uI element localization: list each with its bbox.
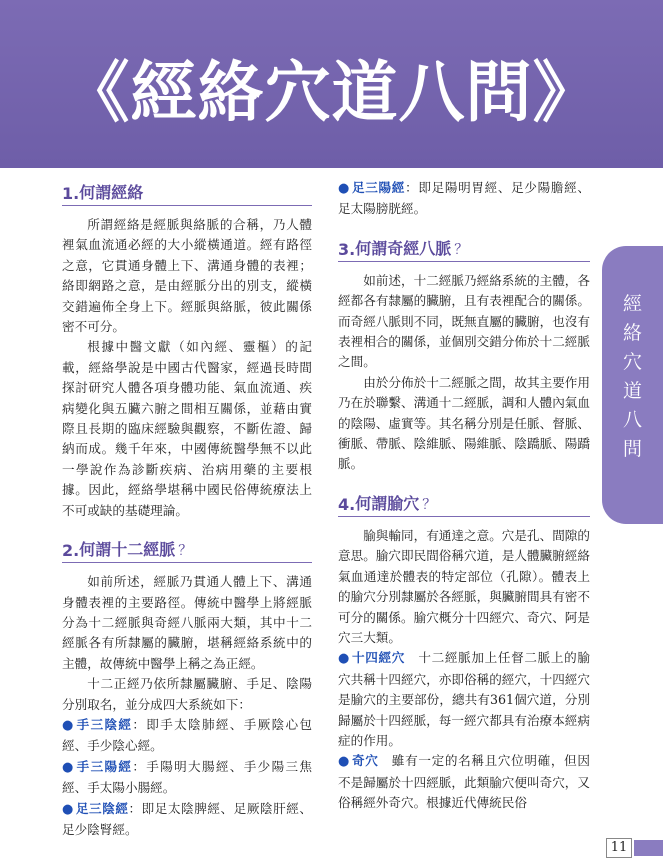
bullet-dot-icon: ● (62, 801, 74, 817)
paragraph: 腧與輸同，有通達之意。穴是孔、間隙的意思。腧穴即民間俗稱穴道，是人體臟腑經絡氣血通達於體表的特定部位（孔隙）。體表上的腧穴分別隸屬於各經脈，與臟腑間具有密不可分的關係。腧穴概分十四經穴、奇穴、阿是穴三大類。 (338, 527, 590, 645)
bullet-item (338, 178, 590, 220)
side-tab-chars (602, 290, 663, 464)
section-number: 4. (338, 494, 356, 514)
bullet-item (338, 648, 590, 751)
paragraph: 根據中醫文獻（如內經、靈樞）的記載，經絡學說是中國古代醫家，經過長時間探討研究人體各項身體功能、氣血流通、疾病變化與五臟六腑之間相互關係，並藉由實際且長期的臨床經驗與觀察，不斷佐證、歸納而成。幾千年來，中國傳統醫學無不以此一學說作為診斷疾病、治病用藥的主要根據。因此，經絡學堪稱中國民俗傳統療法上不可或缺的基礎理論。 (62, 339, 312, 518)
section-heading-3 (338, 236, 590, 262)
section-title: 何謂奇經八脈 (355, 238, 452, 258)
right-column (338, 178, 590, 814)
page-number: 11 (606, 838, 632, 858)
bullet-label: 手三陽經 (76, 758, 133, 774)
page-title: 《經絡穴道八問》 (63, 53, 600, 131)
bullet-item (338, 751, 590, 813)
side-tab-char: 絡 (622, 322, 642, 344)
section-heading-4 (338, 491, 590, 517)
question-mark: ？ (454, 241, 469, 258)
bullet-label: 足三陽經 (352, 180, 406, 195)
side-tab-label (602, 290, 663, 464)
bullet-dot-icon: ● (338, 181, 351, 196)
section-heading-2 (62, 537, 312, 563)
paragraph: 十二正經乃依所隸屬臟腑、手足、陰陽分別取名，並分成四大系統如下： (62, 676, 312, 712)
bullet-label: 手三陰經 (76, 716, 133, 732)
side-tab-char: 道 (622, 380, 642, 402)
side-tab-char: 經 (622, 293, 642, 315)
bullet-item (62, 799, 312, 841)
section-number: 1. (62, 184, 80, 203)
bullet-item (62, 757, 312, 799)
paragraph: 所謂經絡是經脈與絡脈的合稱，乃人體裡氣血流通必經的大小縱橫通道。經有路徑之意，它貫通身體上下、溝通身體的表裡；絡即網路之意，是由經脈分出的別支，縱橫交錯遍佈全身上下。經脈與絡脈，彼此關係密不可分。 (62, 217, 312, 335)
bullet-dot-icon: ● (62, 759, 75, 775)
side-tab-char: 穴 (622, 351, 642, 373)
bullet-dot-icon: ● (338, 651, 351, 667)
page-number-bar (634, 840, 663, 856)
bullet-label: 奇穴 (352, 753, 379, 769)
left-column (62, 180, 312, 840)
bullet-text: 十二經脈加上任督二脈上的腧穴共稱十四經穴，亦即俗稱的經穴，十四經穴是腧穴的主要部份，總共有361個穴道，分別歸屬於十四經脈，每一經穴都具有治療本經病症的作用。 (338, 650, 591, 748)
question-mark: ？ (178, 543, 193, 560)
paragraph: 如前述，十二經脈乃經絡系統的主體，各經都各有隸屬的臟腑，且有表裡配合的關係。而奇經八脈則不同，既無直屬的臟腑，也沒有表裡相合的關係，並個別交錯分佈於十二經脈之間。 (338, 272, 590, 370)
section-title: 何謂經絡 (79, 183, 144, 202)
bullet-text: ：即足陽明胃經、足少陽膽經、足太陽膀胱經。 (338, 180, 591, 217)
bullet-label: 十四經穴 (352, 650, 406, 666)
section-title: 何謂十二經脈 (79, 540, 176, 560)
paragraph: 由於分佈於十二經脈之間，故其主要作用乃在於聯繫、溝通十二經脈，調和人體內氣血的陰陽、虛實等。其名稱分別是任脈、督脈、衝脈、帶脈、陰維脈、陽維脈、陰蹻脈、陽蹻脈。 (338, 374, 590, 472)
side-tab-char: 問 (622, 438, 642, 460)
bullet-dot-icon: ● (62, 717, 75, 733)
bullet-text: 雖有一定的名稱且穴位明確，但因不是歸屬於十四經脈，此類腧穴便叫奇穴，又俗稱經外奇穴。根據近代傳統民俗 (338, 753, 591, 811)
bullet-text: ：即足太陰脾經、足厥陰肝經、足少陰腎經。 (62, 800, 313, 837)
bullet-text: ：手陽明大腸經、手少陽三焦經、手太陽小腸經。 (62, 758, 313, 796)
bullet-text: ：即手太陰肺經、手厥陰心包經、手少陰心經。 (62, 716, 313, 754)
bullet-label: 足三陰經 (75, 800, 129, 816)
section-heading-1 (62, 180, 312, 206)
paragraph: 如前所述，經脈乃貫通人體上下、溝通身體表裡的主要路徑。傳統中醫學上將經脈分為十二經脈與奇經八脈兩大類，其中十二經脈各有所隸屬的臟腑，堪稱經絡系統中的主體，故傳統中醫學上稱之為正經。 (62, 574, 312, 671)
bullet-dot-icon: ● (338, 754, 351, 770)
header-banner (0, 0, 663, 168)
chapter-side-tab (602, 246, 663, 524)
section-number: 3. (338, 239, 356, 259)
bullet-item (62, 715, 312, 757)
side-tab-char: 八 (622, 409, 642, 431)
section-number: 2. (62, 541, 80, 561)
question-mark: ？ (422, 496, 437, 513)
section-title: 何謂腧穴 (355, 493, 420, 513)
